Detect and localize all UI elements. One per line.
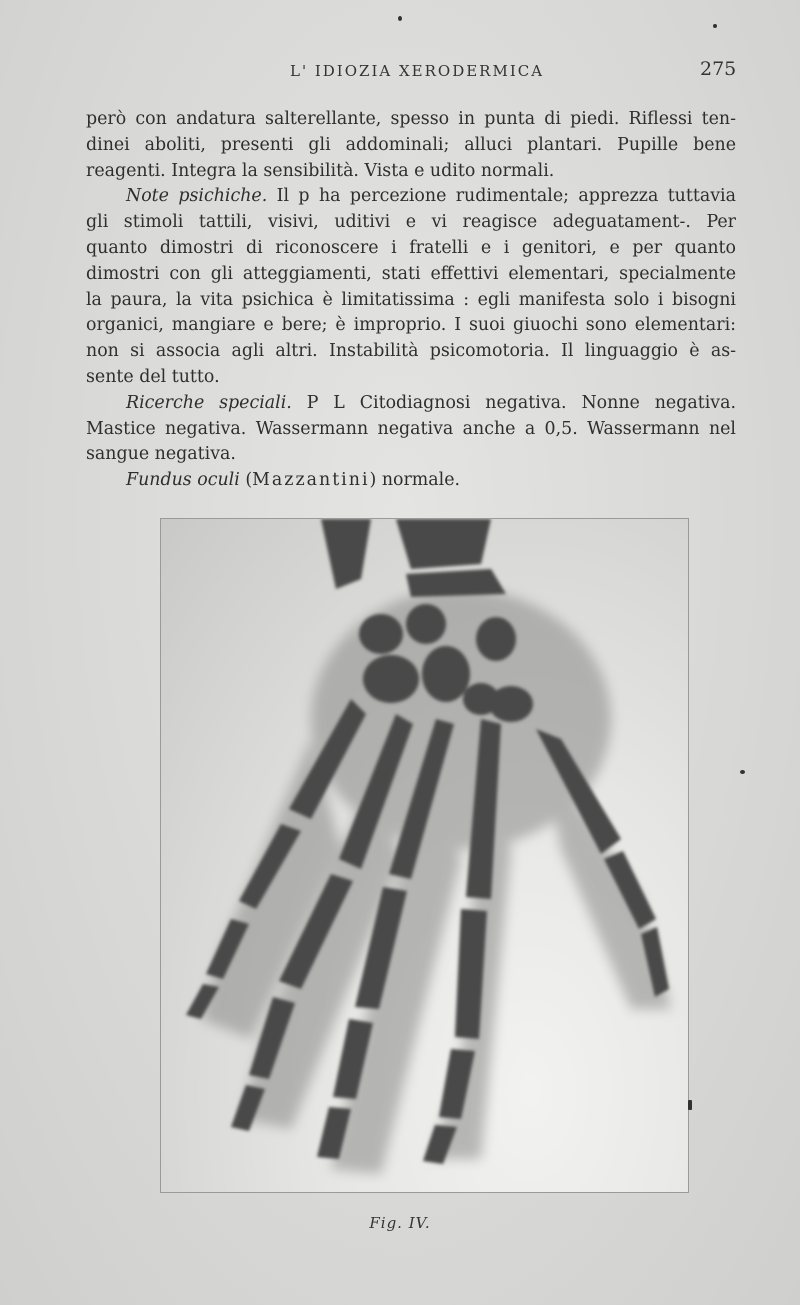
text-line: sente del tutto. bbox=[86, 366, 220, 387]
running-title: L' IDIOZIA XERODERMICA bbox=[290, 62, 545, 80]
hand-xray-illustration bbox=[161, 519, 688, 1192]
page-number: 275 bbox=[700, 58, 737, 80]
text-line: reagenti. Integra la sensibilità. Vista e udito normali. bbox=[86, 160, 555, 181]
body-text bbox=[86, 107, 736, 494]
text-line: Mastice negativa. Wassermann negativa anche a 0,5. Wassermann nel bbox=[86, 418, 736, 439]
text-line: quanto dimostri di riconoscere i fratelli e i genitori, e per quanto bbox=[86, 237, 736, 258]
text-span: ( bbox=[239, 470, 253, 491]
ink-speck bbox=[398, 16, 402, 21]
hand-xray-image bbox=[160, 518, 689, 1193]
note-psichiche-line bbox=[86, 184, 736, 210]
text-line: dimostri con gli atteggiamenti, stati effettivi elementari, specialmente bbox=[86, 263, 736, 284]
text-span: P L Citodiagnosi negativa. Nonne negativa. bbox=[291, 392, 736, 413]
text-line: però con andatura salterellante, spesso in punta di piedi. Riflessi ten- bbox=[86, 109, 736, 129]
text-line: dinei aboliti, presenti gli addominali; alluci plantari. Pupille bene bbox=[86, 134, 736, 155]
text-line: non si associa agli altri. Instabilità psicomotoria. Il linguaggio è as- bbox=[86, 341, 736, 362]
ricerche-label: Ricerche speciali. bbox=[126, 392, 292, 413]
text-line: organici, mangiare e bere; è improprio. I suoi giuochi sono elementari: bbox=[86, 315, 736, 336]
fundus-label: Fundus oculi bbox=[126, 470, 240, 491]
fundus-line bbox=[86, 468, 736, 494]
text-line: sangue negativa. bbox=[86, 444, 236, 465]
ink-speck bbox=[688, 1100, 692, 1110]
figure-caption: Fig. IV. bbox=[369, 1214, 431, 1232]
text-line: gli stimoli tattili, visivi, uditivi e vi reagisce adeguatament-. Per bbox=[86, 212, 736, 233]
text-span: Il p ha percezione rudimentale; apprezza tuttavia bbox=[267, 186, 736, 207]
text-span: ) normale. bbox=[369, 470, 461, 491]
text-line: la paura, la vita psichica è limitatissima : egli manifesta solo i bisogni bbox=[86, 289, 736, 310]
ink-speck bbox=[740, 770, 745, 774]
ricerche-line bbox=[86, 391, 736, 417]
ink-speck bbox=[713, 24, 717, 28]
note-psichiche-label: Note psichiche. bbox=[126, 186, 268, 207]
author-name: Mazzantini bbox=[252, 470, 370, 491]
